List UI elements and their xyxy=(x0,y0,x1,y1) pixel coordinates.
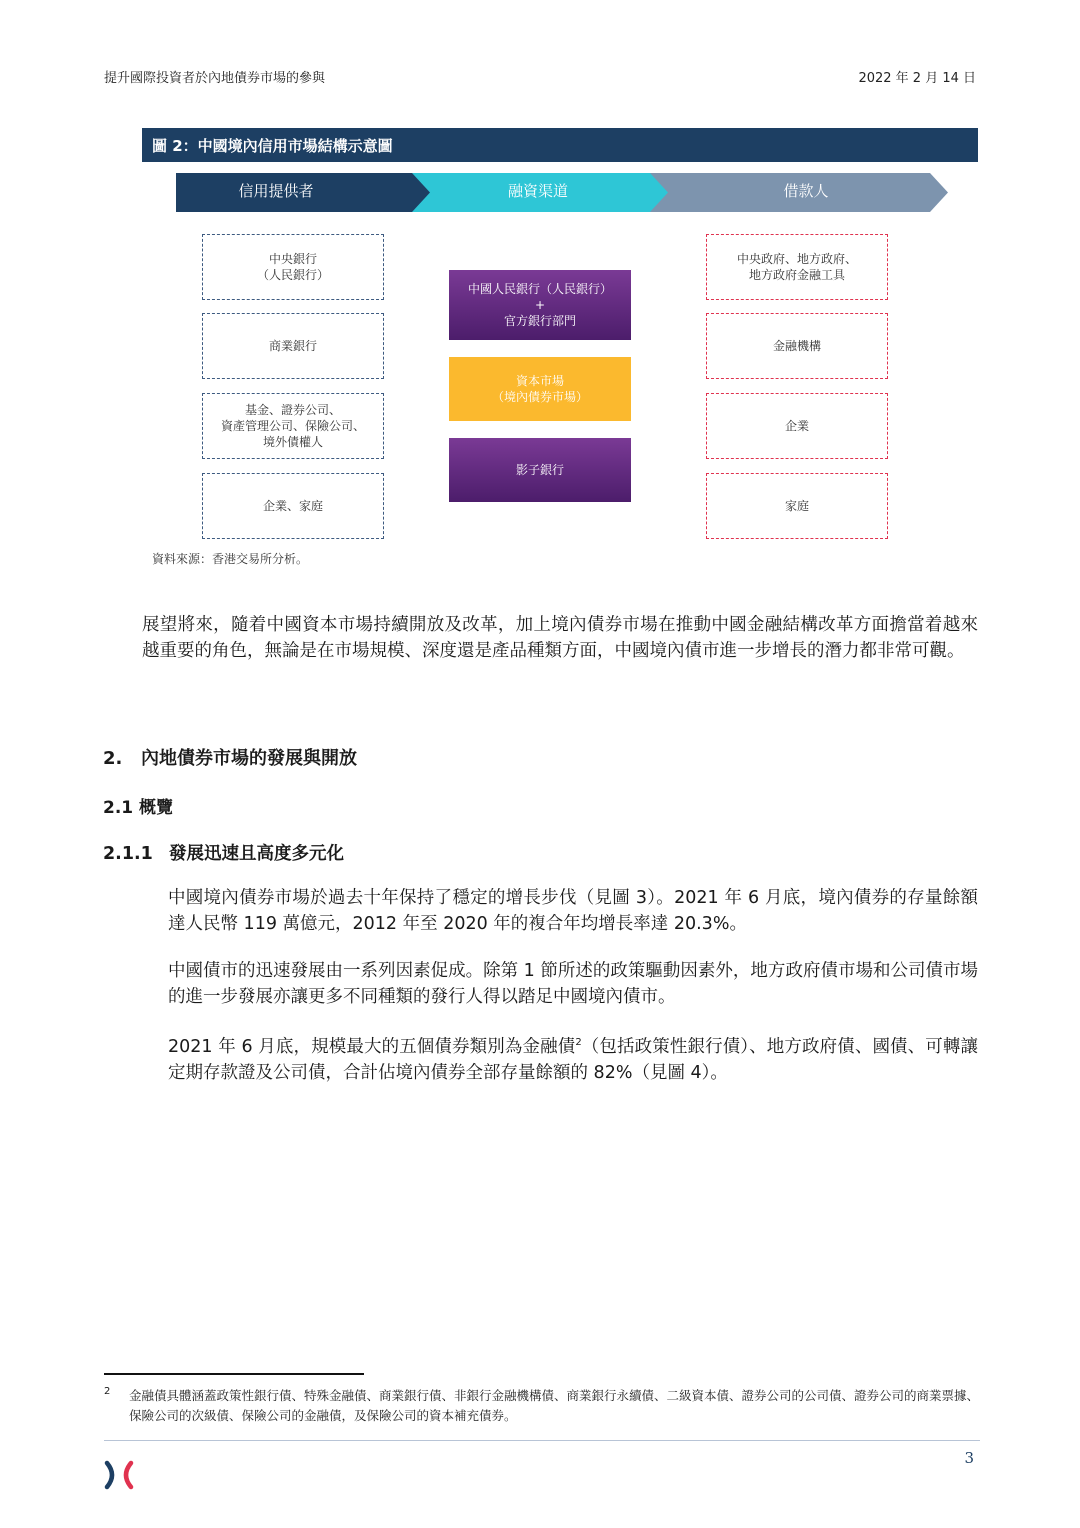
channel-capital-market: 資本市場 （境內債券市場） xyxy=(449,357,631,421)
document-title: 提升國際投資者於內地債券市場的參與 xyxy=(104,71,326,86)
footnote-text: 金融債具體涵蓋政策性銀行債、特殊金融債、商業銀行債、非銀行金融機構債、商業銀行永續債、二級資本債、證券公司的公司債、證券公司的商業票據、保險公司的次級債、保險公司的金融債，及保險公司的資本補充債券。 xyxy=(129,1388,980,1423)
section-2-1-title: 概覽 xyxy=(139,798,174,818)
paragraph-categories xyxy=(168,1030,978,1086)
footnote-divider xyxy=(104,1373,364,1375)
section-2-title: 內地債券市場的發展與開放 xyxy=(141,748,357,769)
section-2-1-1-number: 2.1.1 xyxy=(103,844,153,864)
provider-enterprises-households: 企業、家庭 xyxy=(202,473,384,539)
borrower-governments: 中央政府、地方政府、 地方政府金融工具 xyxy=(706,234,888,300)
borrower-financial-institutions: 金融機構 xyxy=(706,313,888,379)
section-2-number: 2. xyxy=(103,748,123,769)
borrower-households: 家庭 xyxy=(706,473,888,539)
section-2-1-1-title: 發展迅速且高度多元化 xyxy=(169,844,344,864)
intro-paragraph: 展望將來，隨着中國資本市場持續開放及改革，加上境內債券市場在推動中國金融結構改革方面擔當着越來越重要的角色，無論是在市場規模、深度還是產品種類方面，中國境內債市進一步增長的潛力都非常可觀。 xyxy=(142,615,978,661)
document-date: 2022 年 2 月 14 日 xyxy=(858,71,976,86)
section-2-1-heading xyxy=(103,793,173,818)
section-2-1-number: 2.1 xyxy=(103,798,134,818)
page-number: 3 xyxy=(964,1449,974,1467)
provider-central-bank: 中央銀行 （人民銀行） xyxy=(202,234,384,300)
borrower-enterprises: 企業 xyxy=(706,393,888,459)
column-header-borrowers: 借款人 xyxy=(783,182,829,200)
column-header-channels: 融資渠道 xyxy=(507,182,568,200)
footnote-reference[interactable]: 2 xyxy=(575,1037,582,1048)
channel-shadow-banking: 影子銀行 xyxy=(449,438,631,502)
footer-divider xyxy=(104,1440,980,1441)
provider-funds-securities: 基金、證券公司、 資產管理公司、保險公司、 境外債權人 xyxy=(202,393,384,459)
footnote-marker: 2 xyxy=(104,1386,111,1397)
hkex-logo-icon xyxy=(104,1460,134,1490)
provider-commercial-banks: 商業銀行 xyxy=(202,313,384,379)
paragraph-factors: 中國債市的迅速發展由一系列因素促成。除第 1 節所述的政策驅動因素外，地方政府債市場和公司債市場的進一步發展亦讓更多不同種類的發行人得以踏足中國境內債市。 xyxy=(168,961,978,1007)
figure-source: 資料來源：香港交易所分析。 xyxy=(152,552,309,566)
channel-pboc-banking: 中國人民銀行（人民銀行） + 官方銀行部門 xyxy=(449,270,631,340)
flow-chevron-bar xyxy=(176,173,948,212)
section-2-1-1-heading xyxy=(103,840,344,865)
paragraph-categories-start: 2021 年 6 月底，規模最大的五個債券類別為金融債 xyxy=(168,1036,576,1057)
section-2-heading xyxy=(103,744,357,770)
paragraph-categories-end: （包括政策性銀行債）、地方政府債、國債、可轉讓定期存款證及公司債，合計佔境內債券全部存量餘額的 82%（見圖 4）。 xyxy=(168,1036,978,1083)
paragraph-growth: 中國境內債券市場於過去十年保持了穩定的增長步伐（見圖 3）。2021 年 6 月底，境內債券的存量餘額達人民幣 119 萬億元，2012 年至 2020 年的複合年均增長率達 20.3%。 xyxy=(168,888,978,934)
column-header-providers: 信用提供者 xyxy=(238,182,314,200)
figure-title: 圖 2：中國境內信用市場結構示意圖 xyxy=(152,137,393,155)
